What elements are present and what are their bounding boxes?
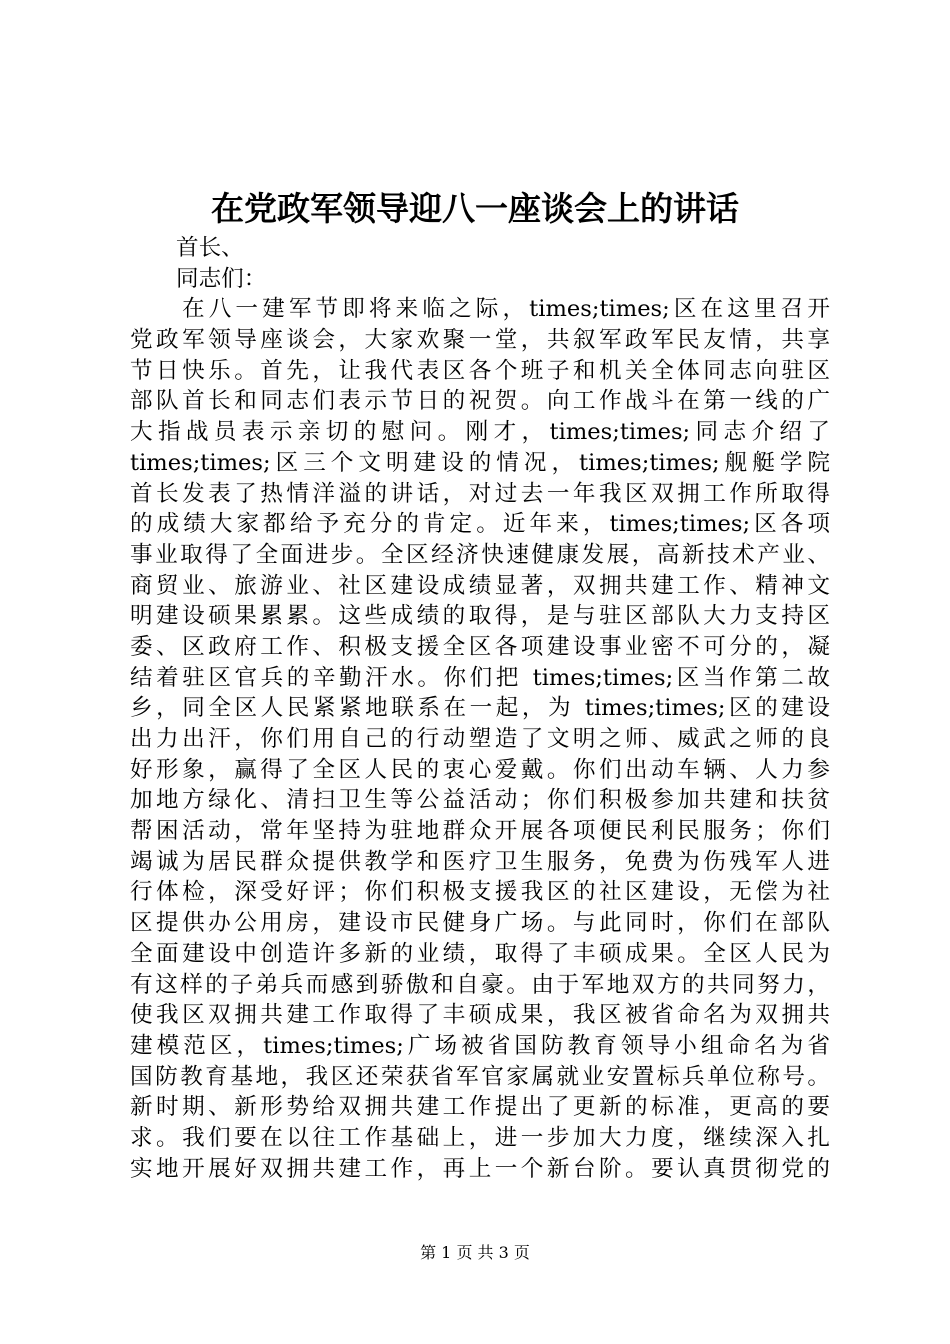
paragraph-line: 出力出汗，你们用自己的行动塑造了文明之师、威武之师的良 [130,726,830,752]
paragraph-line: 求。我们要在以往工作基础上，进一步加大力度，继续深入扎 [130,1124,830,1151]
paragraph-line: 的成绩大家都给予充分的肯定。近年来，times;times;区各项 [130,511,830,538]
document-title: 在党政军领导迎八一座谈会上的讲话 [211,189,739,228]
paragraph-line: 首长发表了热情洋溢的讲话，对过去一年我区双拥工作所取得 [130,480,830,507]
paragraph-line: times;times;区三个文明建设的情况，times;times;舰艇学院 [130,449,830,476]
paragraph-line: 实地开展好双拥共建工作，再上一个新台阶。要认真贯彻党的 [130,1155,830,1182]
paragraph-line: 党政军领导座谈会，大家欢聚一堂，共叙军政军民友情，共享 [130,327,830,354]
paragraph-line: 大指战员表示亲切的慰问。刚才，times;times;同志介绍了 [130,419,830,446]
salutation-line: 首长、 [176,235,244,261]
paragraph-line: 全面建设中创造许多新的业绩，取得了丰硕成果。全区人民为 [130,940,830,967]
paragraph-line: 建模范区，times;times;广场被省国防教育领导小组命名为省 [130,1032,830,1059]
paragraph-line: 结着驻区官兵的辛勤汗水。你们把 times;times;区当作第二故 [130,664,830,691]
paragraph-line: 乡，同全区人民紧紧地联系在一起，为 times;times;区的建设 [130,695,830,722]
paragraph-line: 竭诚为居民群众提供教学和医疗卫生服务，免费为伤残军人进 [130,848,830,875]
paragraph-line: 新时期、新形势给双拥共建工作提出了更新的标准，更高的要 [130,1094,830,1121]
document-body [130,233,830,1184]
paragraph-line: 区提供办公用房，建设市民健身广场。与此同时，你们在部队 [130,910,830,937]
paragraph-line: 好形象，赢得了全区人民的衷心爱戴。你们出动车辆、人力参 [130,756,830,783]
paragraph-line: 使我区双拥共建工作取得了丰硕成果，我区被省命名为双拥共 [130,1002,830,1029]
paragraph-line: 国防教育基地，我区还荣获省军官家属就业安置标兵单位称号。 [130,1063,830,1090]
page-footer: 第 1 页 共 3 页 [420,1243,530,1262]
paragraph-line: 事业取得了全面进步。全区经济快速健康发展，高新技术产业、 [130,541,830,568]
paragraph-line: 部队首长和同志们表示节日的祝贺。向工作战斗在第一线的广 [130,388,830,415]
salutation-line: 同志们： [176,265,267,292]
paragraph-line: 在八一建军节即将来临之际，times;times;区在这里召开 [182,296,830,323]
paragraph-line: 帮困活动，常年坚持为驻地群众开展各项便民利民服务；你们 [130,818,830,845]
paragraph-line: 加地方绿化、清扫卫生等公益活动；你们积极参加共建和扶贫 [130,787,830,814]
paragraph-line: 商贸业、旅游业、社区建设成绩显著，双拥共建工作、精神文 [130,572,830,599]
paragraph-line: 委、区政府工作、积极支援全区各项建设事业密不可分的，凝 [130,633,830,660]
paragraph-line: 行体检，深受好评；你们积极支援我区的社区建设，无偿为社 [130,879,830,906]
paragraph-line: 明建设硕果累累。这些成绩的取得，是与驻区部队大力支持区 [130,603,830,630]
paragraph-line: 有这样的子弟兵而感到骄傲和自豪。由于军地双方的共同努力， [130,971,830,998]
paragraph [130,294,830,1184]
paragraph-line: 节日快乐。首先，让我代表区各个班子和机关全体同志向驻区 [130,357,830,384]
